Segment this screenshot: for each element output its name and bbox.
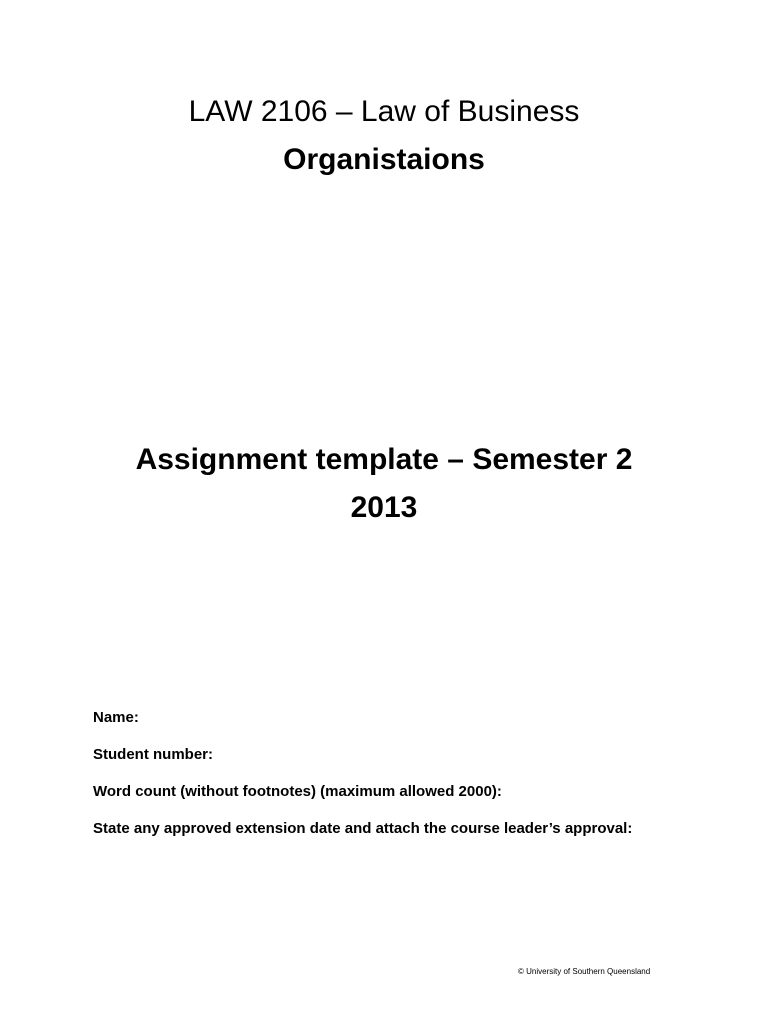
course-title-line-2: Organistaions: [283, 143, 485, 176]
student-details-section: [93, 708, 713, 856]
extension-date-label: State any approved extension date and attach the course leader’s approval:: [93, 820, 633, 837]
copyright-notice: © University of Southern Queensland: [518, 967, 651, 976]
course-title-line-1: LAW 2106 – Law of Business: [188, 95, 580, 128]
word-count-label: Word count (without footnotes) (maximum allowed 2000):: [93, 783, 502, 800]
course-title: [0, 88, 768, 184]
assignment-title: [0, 436, 768, 532]
assignment-title-line-1: Assignment template – Semester 2: [135, 443, 633, 476]
assignment-title-line-2: 2013: [350, 491, 418, 524]
student-number-label: Student number:: [93, 746, 213, 763]
name-label: Name:: [93, 709, 139, 726]
